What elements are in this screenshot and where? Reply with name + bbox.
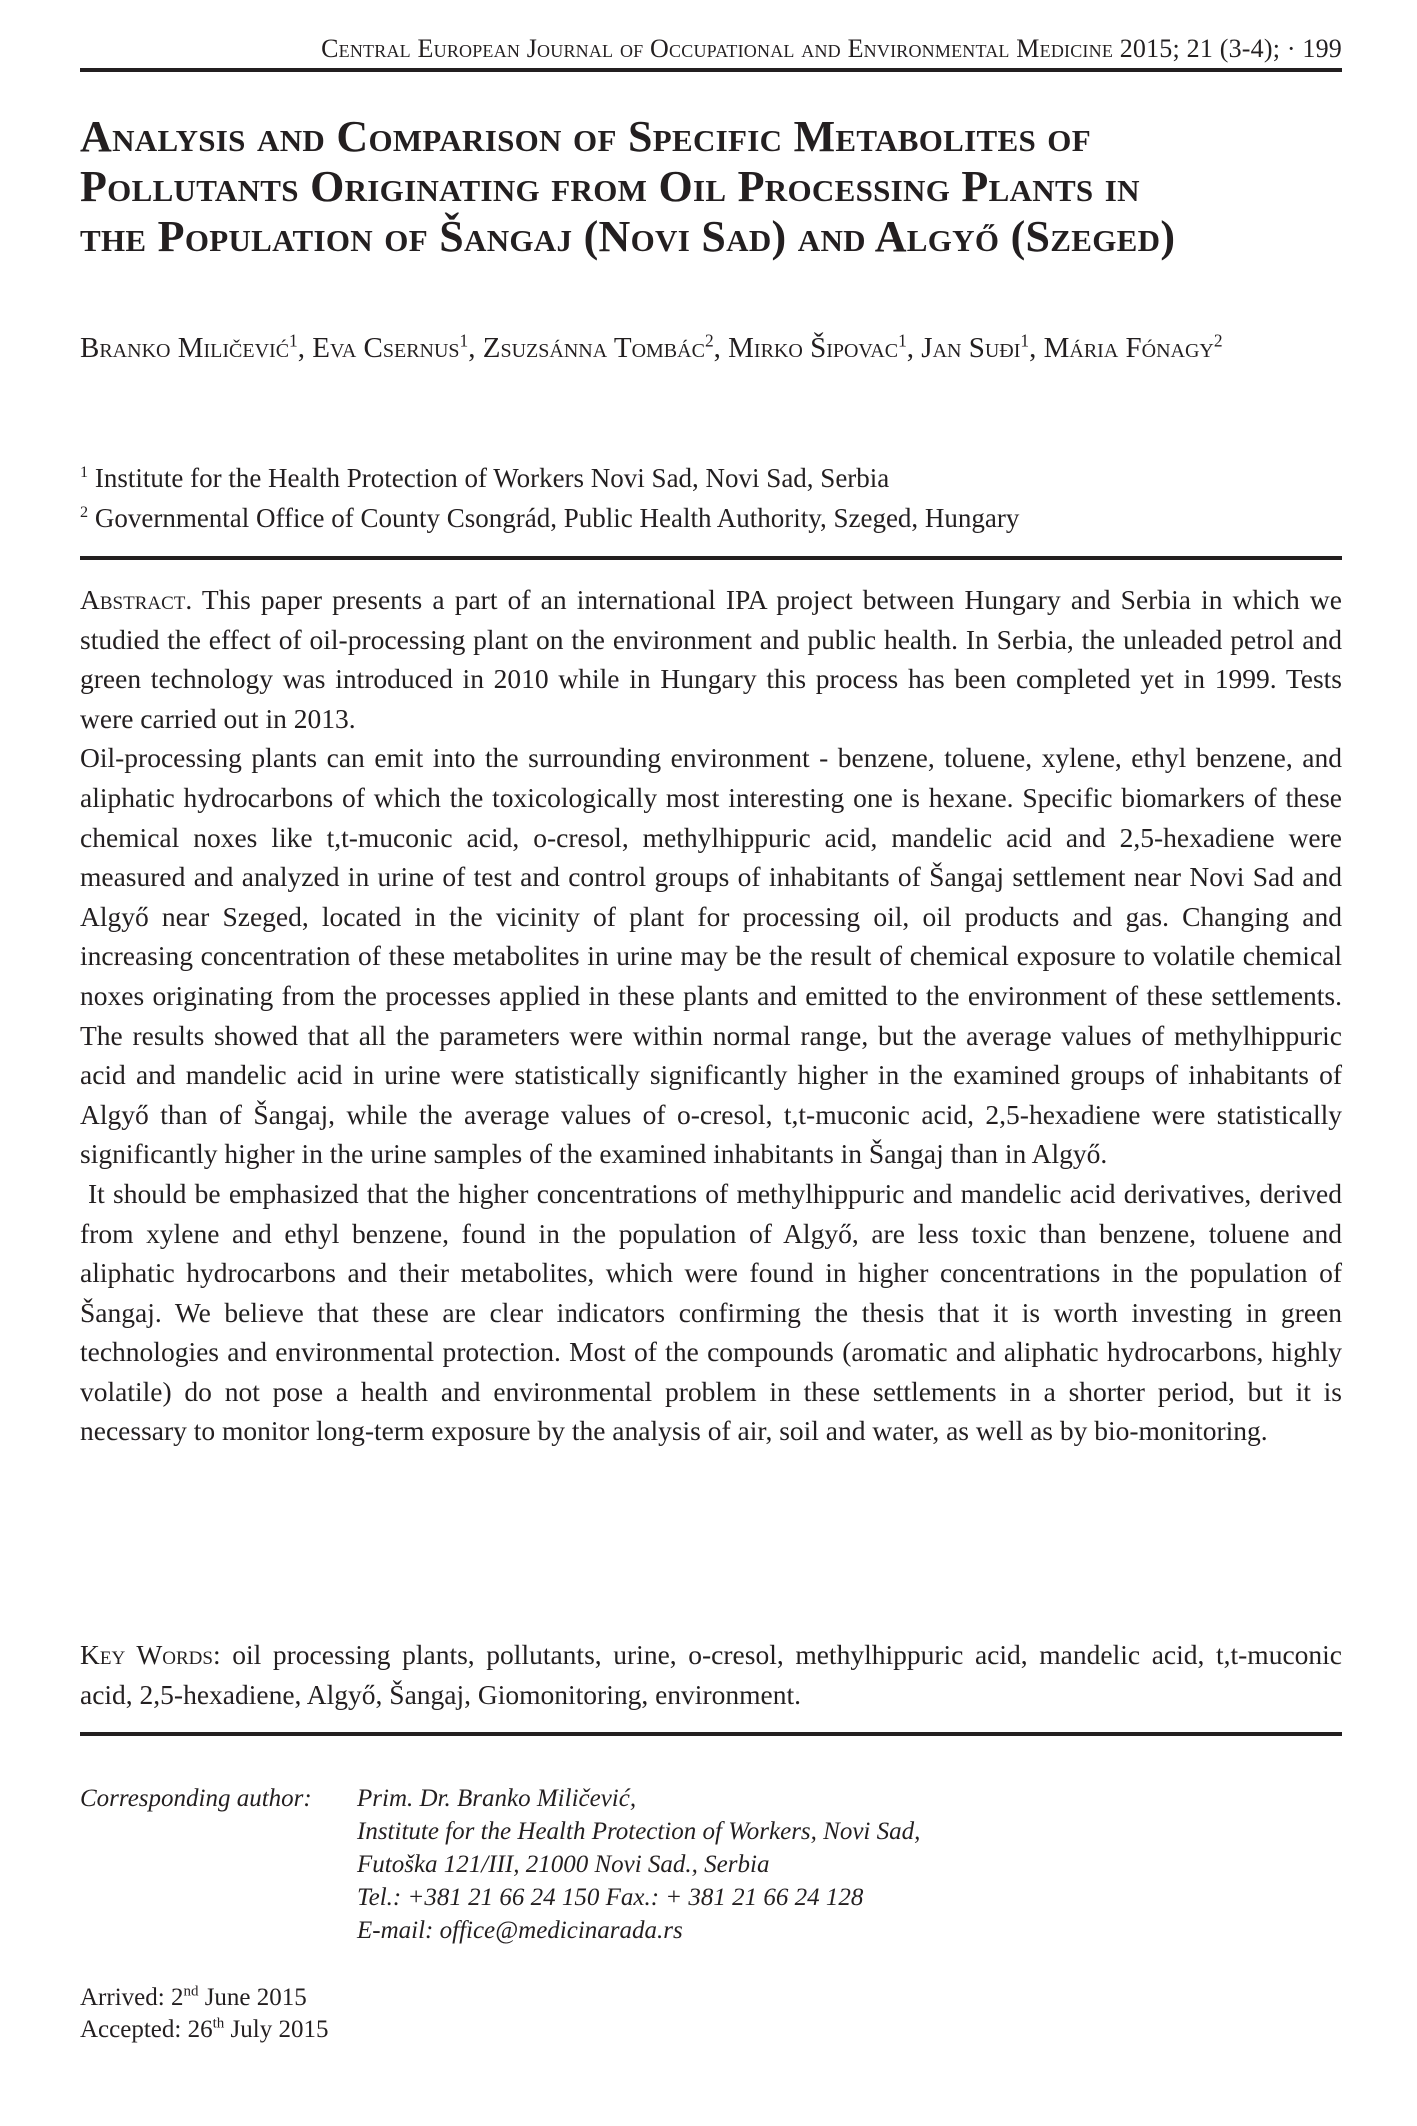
abstract-paragraph: It should be emphasized that the higher concentrations of methylhippuric and mandelic acid derivatives, derived from xylene and ethyl benzene, found in the population of Algyő, are less toxic than benzene, toluene and aliphatic hydrocarbons and their metabolites, which were found in higher concentrations in the population of Šangaj. We believe that these are clear indicators confirming the thesis that it is worth investing in green technologies and environmental protection. Most of the compounds (aromatic and aliphatic hydrocarbons, highly volatile) do not pose a health and environmental problem in these settlements in a shorter period, but it is necessary to monitor long-term exposure by the analysis of air, soil and water, as well as by bio-monitoring. [80,1177,1342,1447]
title-line: Analysis and Comparison of Specific Metabolites of [80,112,1091,161]
arrived-date: Arrived: 2nd June 2015 [80,1983,307,2011]
corr-email[interactable]: E-mail: office@medicinarada.rs [357,1917,683,1944]
affiliation: $^1$ Institute for the Health Protection of Workers Novi Sad, Novi Sad, Serbia [80,463,890,493]
title-line: Pollutants Originating from Oil Processing Plants in [80,162,1140,211]
corr-address: Futoška 121/III, 21000 Novi Sad., Serbia [357,1851,770,1878]
corresponding-author-label: Corresponding author: [80,1785,312,1812]
keywords-text: oil processing plants, pollutants, urine, o-cresol, methylhippuric acid, mandelic acid, t,t-muconic acid, 2,5-hexadiene, Algyő, Šangaj, Giomonitoring, environment. [80,1639,1343,1710]
header-rule [80,68,1342,72]
author: Mirko Šipovac$^1$ [728,330,907,364]
author: Jan Suđi$^1$ [921,330,1030,364]
corr-institute: Institute for the Health Protection of Workers, Novi Sad, [357,1818,921,1845]
author: Mária Fónagy$^2$ [1043,330,1223,364]
article-dates [80,1982,328,2046]
title-line: the Population of Šangaj (Novi Sad) and Algyő (Szeged) [80,212,1176,261]
keywords-label: Key Words: [80,1639,221,1670]
abstract [80,580,1342,1451]
author: Branko Miličević$^1$ [80,330,298,364]
corr-name: Prim. Dr. Branko Miličević, [357,1785,637,1812]
affiliation: $^2$ Governmental Office of County Csongrád, Public Health Authority, Szeged, Hungary [80,503,1020,533]
corr-phone: Tel.: +381 21 66 24 150 Fax.: + 381 21 66 24 128 [357,1884,864,1911]
section-rule [80,1732,1342,1736]
article-title [80,112,1342,262]
corresponding-author-details [357,1782,920,1947]
author-list: Branko Miličević$^1$, Eva Csernus$^1$, Zsuzsánna Tombác$^2$, Mirko Šipovac$^1$, Jan Suđi$^1$, Mária Fónagy$^2$ [80,330,1223,364]
keywords [80,1635,1342,1714]
running-head: Central European Journal of Occupational and Environmental Medicine 2015; 21 (3-4); · 199 [321,34,1342,63]
section-rule [80,556,1342,560]
abstract-paragraph: Oil-processing plants can emit into the surrounding environment - benzene, toluene, xylene, ethyl benzene, and aliphatic hydrocarbons of which the toxicologically most interesting one is hexane. Specific biomarkers of these chemical noxes like t,t-muconic acid, o-cresol, methylhippuric acid, mandelic acid and 2,5-hexadiene were measured and analyzed in urine of test and control groups of inhabitants of Šangaj settlement near Novi Sad and Algyő near Szeged, located in the vicinity of plant for processing oil, oil products and gas. Changing and increasing concentration of these metabolites in urine may be the result of chemical exposure to volatile chemical noxes originating from the processes applied in these plants and emitted to the environment of these settlements. The results showed that all the parameters were within normal range, but the average values of methylhippuric acid and mandelic acid in urine were statistically significantly higher in the examined groups of inhabitants of Algyő than of Šangaj, while the average values of o-cresol, t,t-muconic acid, 2,5-hexadiene were statistically significantly higher in the urine samples of the examined inhabitants in Šangaj than in Algyő. [80,742,1342,1170]
affiliations [80,458,1019,538]
abstract-label: Abstract. [80,584,193,615]
abstract-paragraph: Abstract. This paper presents a part of an international IPA project between Hungary and Serbia in which we studied the effect of oil-processing plant on the environment and public health. In Serbia, the unleaded petrol and green technology was introduced in 2010 while in Hungary this process has been completed yet in 1999. Tests were carried out in 2013. [80,584,1342,734]
author: Eva Csernus$^1$ [312,330,469,364]
accepted-date: Accepted: 26th July 2015 [80,2015,329,2043]
author: Zsuzsánna Tombác$^2$ [482,330,714,364]
